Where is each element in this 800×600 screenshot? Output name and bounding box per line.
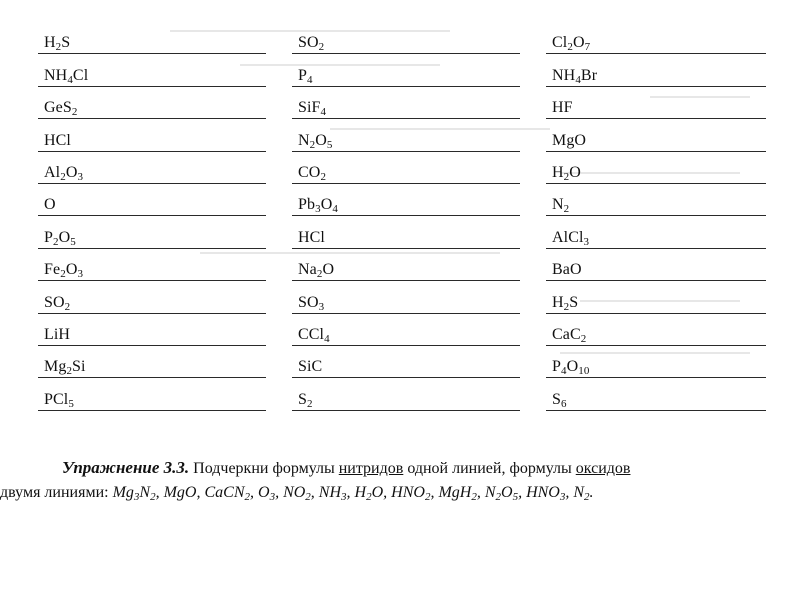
- formula-answer-line: [38, 184, 266, 216]
- formula-answer-line: [546, 216, 766, 248]
- formula-column-2: [292, 22, 520, 411]
- formula-answer-line: [546, 346, 766, 378]
- formula-separator: ,: [155, 484, 164, 501]
- formula-answer-line: [546, 249, 766, 281]
- exercise-formula-list: [113, 484, 594, 501]
- formula-label: HCl: [298, 228, 325, 246]
- exercise-formula: $HNO_2$: [391, 484, 431, 503]
- formula-label: $Al_2O_3$: [44, 163, 84, 183]
- formula-separator: ,: [275, 484, 284, 501]
- exercise-line-2: [0, 481, 800, 505]
- formula-label: $Na_2O$: [298, 261, 335, 281]
- formula-answer-line: [38, 281, 266, 313]
- formula-answer-line: [292, 216, 520, 248]
- formula-answer-line: [546, 87, 766, 119]
- exercise-text-a: Подчеркни формулы: [189, 460, 339, 477]
- formula-label: $SO_2$: [44, 293, 71, 313]
- formula-answer-line: [292, 281, 520, 313]
- exercise-title: Упражнение 3.3.: [62, 458, 190, 477]
- word-oxides: оксидов: [575, 460, 631, 477]
- formula-label: HCl: [44, 131, 71, 149]
- formula-column-3: [546, 22, 766, 411]
- exercise-formula: MgH$_2$: [438, 484, 477, 503]
- formula-answer-line: [38, 249, 266, 281]
- exercise-formula: $O_3$: [258, 484, 276, 503]
- formula-answer-line: [292, 54, 520, 86]
- formula-separator: ,: [196, 484, 205, 501]
- formula-label: BaO: [552, 261, 582, 279]
- formula-answer-line: [546, 22, 766, 54]
- formula-answer-line: [292, 378, 520, 410]
- formula-answer-line: [292, 314, 520, 346]
- formula-answer-line: [38, 216, 266, 248]
- formula-answer-line: [38, 152, 266, 184]
- exercise-line-1: [0, 456, 800, 481]
- formula-label: $SO_3$: [298, 293, 325, 313]
- formula-answer-line: [292, 346, 520, 378]
- formula-answer-line: [546, 184, 766, 216]
- exercise-formula: $H_2O$: [354, 484, 384, 503]
- formula-separator: ,: [565, 484, 574, 501]
- formula-label: $H_2O$: [552, 163, 581, 183]
- formula-label: PCl$_5$: [44, 390, 74, 410]
- formula-label: $NH_4Br$: [552, 66, 598, 86]
- formula-answer-line: [292, 184, 520, 216]
- formula-label: $Fe_2O_3$: [44, 261, 84, 281]
- formula-label: $H_2S$: [552, 293, 579, 313]
- formula-label: $H_2S$: [44, 34, 71, 54]
- formula-answer-line: [546, 152, 766, 184]
- formula-label: $NH_4Cl$: [44, 66, 89, 86]
- formula-answer-line: [546, 281, 766, 313]
- formula-separator: ,: [518, 484, 527, 501]
- formula-separator: ,: [250, 484, 258, 501]
- formula-answer-line: [292, 119, 520, 151]
- formula-label: $N_2$: [552, 196, 570, 216]
- formula-label: LiH: [44, 325, 71, 343]
- exercise-text-b: одной линией, формулы: [403, 460, 576, 477]
- formula-column-1: [38, 22, 266, 411]
- formula-answer-line: [38, 87, 266, 119]
- formula-label: O: [44, 196, 56, 214]
- word-nitrides: нитридов: [338, 460, 404, 477]
- exercise-formula: $N_2O_5$: [484, 484, 519, 503]
- formula-answer-line: [38, 346, 266, 378]
- formula-label: $S_2$: [298, 390, 313, 410]
- formula-label: MgO: [552, 131, 587, 149]
- formula-label: $P_2O_5$: [44, 228, 76, 248]
- formula-separator: ,: [346, 484, 355, 501]
- formula-answer-line: [38, 119, 266, 151]
- formula-separator: ,: [430, 484, 439, 501]
- formula-answer-line: [292, 87, 520, 119]
- exercise-formula: $Mg_3N_2$: [112, 484, 156, 503]
- formula-answer-line: [292, 249, 520, 281]
- exercise-line2-prefix: двумя линиями:: [0, 484, 113, 501]
- formula-separator: ,: [310, 484, 319, 501]
- formula-label: $N_2O_5$: [298, 131, 333, 151]
- formula-answer-line: [38, 22, 266, 54]
- formula-label: $S_6$: [552, 390, 567, 410]
- formula-answer-line: [38, 54, 266, 86]
- formula-label: $Mg_2Si$: [44, 358, 86, 378]
- exercise-formula: CaCN$_2$: [204, 484, 250, 503]
- formula-separator: ,: [476, 484, 485, 501]
- formula-label: SiC: [298, 358, 323, 376]
- formula-answer-line: [546, 314, 766, 346]
- formula-separator: ,: [383, 484, 392, 501]
- exercise-formula: MgO: [163, 484, 197, 501]
- formula-answer-line: [546, 54, 766, 86]
- exercise-formula: $N_2$: [573, 484, 590, 503]
- formula-label: CaC$_2$: [552, 325, 587, 345]
- formula-answer-line: [292, 152, 520, 184]
- exercise-formula: $NO_2$: [283, 484, 311, 503]
- exercise-block: [0, 456, 800, 505]
- formula-label: HF: [552, 99, 573, 117]
- exercise-formula: $NH_3$: [318, 484, 347, 503]
- exercise-formula: $HNO_3$: [526, 484, 566, 503]
- formula-label: SiF$_4$: [298, 99, 327, 119]
- formula-label: GeS$_2$: [44, 99, 78, 119]
- formula-answer-line: [292, 22, 520, 54]
- formula-label: $Cl_2O_7$: [552, 34, 591, 54]
- formula-answer-line: [546, 378, 766, 410]
- formula-label: AlCl$_3$: [552, 228, 590, 248]
- formula-answer-line: [546, 119, 766, 151]
- formula-label: $P_4$: [298, 66, 313, 86]
- formula-answer-line: [38, 314, 266, 346]
- formula-label: $CO_2$: [298, 163, 327, 183]
- formula-label: CCl$_4$: [298, 325, 330, 345]
- formula-answer-line: [38, 378, 266, 410]
- formula-label: $Pb_3O_4$: [298, 196, 338, 216]
- formula-label: $P_4O_{10}$: [552, 358, 590, 378]
- formula-separator: .: [589, 484, 594, 501]
- formula-label: $SO_2$: [298, 34, 325, 54]
